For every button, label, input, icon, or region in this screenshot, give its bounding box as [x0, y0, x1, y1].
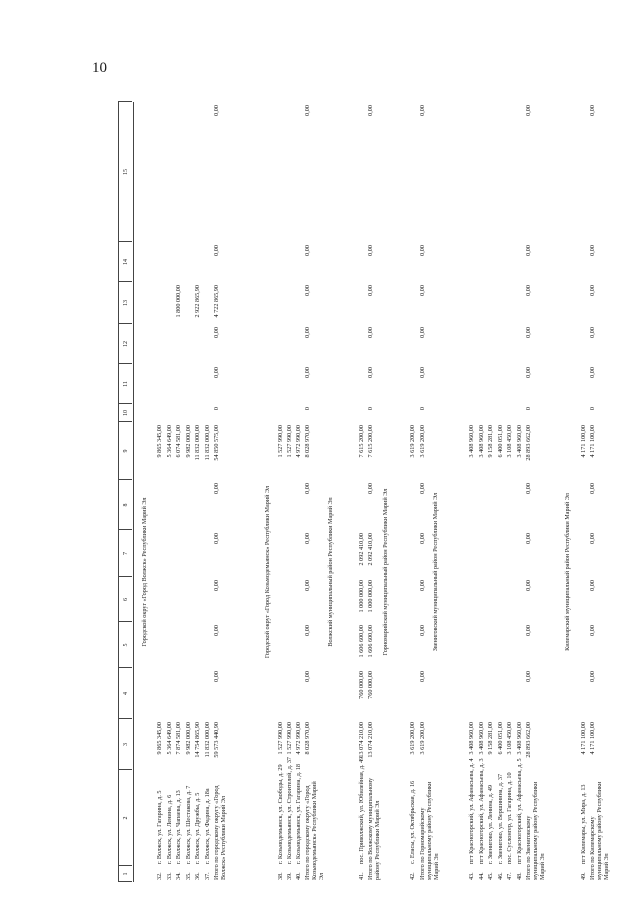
row-address: г. Волжск, ул. Дружбы, д. 5: [194, 792, 201, 864]
row-number: 37.: [203, 872, 211, 880]
row-value-col-9: 9 982 000,00: [184, 425, 192, 458]
header-divider: [118, 576, 132, 577]
row-value-col-9: 6 074 581,00: [175, 425, 182, 458]
total-value-col-11: 0,00: [213, 367, 220, 378]
row-value-col-9: 3 408 960,00: [477, 425, 485, 458]
total-value-col-8: 0,00: [525, 483, 532, 494]
section-title: Городской округ «Город Волжск» Республики Марий Эл: [141, 497, 148, 647]
total-value-col-12: 0,00: [419, 327, 426, 338]
total-value-col-7: 0,00: [419, 533, 426, 544]
total-value-col-15: 0,00: [419, 105, 426, 116]
row-value-col-9: 4 972 990,00: [295, 425, 302, 458]
header-divider: [118, 667, 132, 668]
total-value-col-15: 0,00: [367, 105, 374, 116]
row-address: г. Козьмодемьянск, ул. Строителей, д. 37: [286, 756, 293, 864]
total-value-col-6: 0,00: [304, 580, 311, 591]
row-value-col-3: 3 619 200,00: [409, 722, 416, 755]
header-col-11: 11: [118, 364, 134, 404]
row-value-col-9: 1 527 990,00: [286, 425, 293, 458]
section-total-label: Итого по Килемарскому муниципальному району Республики Марий Эл: [589, 781, 610, 880]
row-number: 33.: [165, 872, 173, 880]
total-value-col-12: 0,00: [525, 327, 532, 338]
header-divider: [118, 621, 132, 622]
row-value-col-6: 1 000 000,00: [358, 580, 365, 613]
row-value-col-3: 1 527 990,00: [286, 722, 293, 755]
row-value-col-9: 11 832 000,00: [203, 425, 211, 461]
total-value-col-3: 4 171 100,00: [589, 722, 596, 755]
row-address: пгт Красногорский, ул. Афанасьева, д. 3: [477, 758, 485, 864]
row-value-col-3: 14 754 865,90: [194, 722, 201, 758]
row-number: 48.: [515, 872, 523, 880]
total-value-col-11: 0,00: [525, 367, 532, 378]
total-value-col-10: 0: [525, 407, 532, 411]
row-address: г. Волжск, ул. Ленина, д. 6: [165, 794, 173, 864]
section-total-label: Итого по Звениговскому муниципальному району Республики Марий Эл: [525, 781, 546, 880]
total-value-col-7: 0,00: [304, 533, 311, 544]
row-value-col-9: 3 108 450,00: [506, 425, 513, 458]
header-divider: [118, 363, 132, 364]
header-col-13: 13: [118, 282, 134, 324]
total-value-col-15: 0,00: [213, 105, 220, 116]
row-value-col-9: 3 408 960,00: [468, 425, 475, 458]
section-title: Городской округ «Город Козьмодемьянск» Республики Марий Эл: [264, 485, 271, 659]
total-value-col-5: 0,00: [419, 625, 426, 636]
total-value-col-14: 0,00: [367, 245, 374, 256]
total-value-col-7: 0,00: [525, 533, 532, 544]
row-value-col-3: 4 972 990,00: [295, 722, 302, 755]
total-value-col-13: 0,00: [525, 285, 532, 296]
row-address: г. Волжск, ул. Чапаева, д. 13: [175, 790, 182, 864]
total-value-col-14: 0,00: [304, 245, 311, 256]
section-total-label: Итого по городскому округу «Город Волжск» Республики Марий Эл: [213, 785, 227, 880]
row-number: 42.: [409, 872, 416, 880]
header-divider: [118, 865, 132, 866]
row-address: г. Козьмодемьянск, ул. Свободы, д. 29: [277, 764, 284, 864]
row-number: 36.: [194, 872, 201, 880]
section-total-label: Итого по городскому округу «Город Козьмодемьянск» Республики Марий Эл: [304, 781, 325, 880]
row-number: 44.: [477, 872, 485, 880]
row-value-col-3: 9 982 000,00: [184, 722, 192, 755]
row-value-col-13: 2 922 865,90: [194, 285, 201, 318]
total-value-col-3: 28 893 662,00: [525, 722, 532, 758]
total-value-col-9: 3 619 200,00: [419, 425, 426, 458]
total-value-col-5: 0,00: [213, 625, 220, 636]
row-value-col-3: 9 158 281,00: [487, 722, 494, 755]
header-col-4: 4: [118, 668, 134, 719]
budget-table: [118, 62, 610, 882]
row-value-col-3: 3 108 450,00: [506, 722, 513, 755]
total-value-col-5: 0,00: [304, 625, 311, 636]
total-value-col-12: 0,00: [367, 327, 374, 338]
total-value-col-11: 0,00: [367, 367, 374, 378]
row-number: 41.: [358, 872, 365, 880]
total-value-col-9: 7 615 200,00: [367, 425, 374, 458]
row-value-col-9: 6 400 051,00: [496, 425, 504, 458]
total-value-col-10: 0: [419, 407, 426, 411]
total-value-col-7: 0,00: [589, 533, 596, 544]
row-value-col-9: 3 408 960,00: [515, 425, 523, 458]
row-value-col-9: 7 615 200,00: [358, 425, 365, 458]
total-value-col-4: 0,00: [304, 671, 311, 682]
row-value-col-3: 3 408 960,00: [515, 722, 523, 755]
header-divider: [118, 323, 132, 324]
total-value-col-13: 4 722 865,90: [213, 285, 220, 318]
total-value-col-12: 0,00: [589, 327, 596, 338]
header-col-9: 9: [118, 422, 134, 480]
header-divider: [118, 281, 132, 282]
total-value-col-3: 13 074 210,00: [367, 722, 374, 758]
total-value-col-4: 0,00: [525, 671, 532, 682]
total-value-col-5: 0,00: [525, 625, 532, 636]
row-number: 38.: [277, 872, 284, 880]
row-value-col-9: 9 158 281,00: [487, 425, 494, 458]
header-col-2: 2: [118, 770, 134, 866]
total-value-col-8: 0,00: [213, 483, 220, 494]
total-value-col-6: 1 000 000,00: [367, 580, 374, 613]
row-address: пгт Красногорский, ул. Афанасьева, д. 5: [515, 758, 523, 864]
row-address: г. Волжск, ул. Шестакова, д. 7: [184, 785, 192, 864]
header-col-1: 1: [118, 866, 134, 882]
total-value-col-10: 0: [304, 407, 311, 411]
total-value-col-3: 8 028 970,00: [304, 722, 311, 755]
total-value-col-14: 0,00: [213, 245, 220, 256]
row-value-col-4: 760 000,00: [358, 671, 365, 699]
row-value-col-9: 5 364 649,00: [165, 425, 173, 458]
row-value-col-3: 7 874 581,00: [175, 722, 182, 755]
header-col-6: 6: [118, 577, 134, 622]
row-address: пос. Суслонгер, ул. Гагарина, д. 10: [506, 772, 513, 864]
header-col-15: 15: [118, 102, 134, 242]
header-divider: [118, 101, 132, 102]
total-value-col-4: 0,00: [589, 671, 596, 682]
total-value-col-14: 0,00: [589, 245, 596, 256]
section-total-label: Итого по Горномарийскому муниципальному району Республики Марий Эл: [419, 781, 440, 880]
row-number: 40.: [295, 872, 302, 880]
row-address: г. Волжск, ул. Фадина, д. 18а: [203, 788, 211, 864]
row-value-col-3: 5 364 649,00: [165, 722, 173, 755]
header-divider: [118, 769, 132, 770]
total-value-col-11: 0,00: [419, 367, 426, 378]
row-value-col-3: 11 832 000,00: [203, 722, 211, 758]
total-value-col-9: 54 850 575,00: [213, 425, 220, 461]
row-number: 39.: [286, 872, 293, 880]
total-value-col-3: 3 619 200,00: [419, 722, 426, 755]
total-value-col-13: 0,00: [304, 285, 311, 296]
row-number: 35.: [184, 872, 192, 880]
total-value-col-13: 0,00: [367, 285, 374, 296]
total-value-col-13: 0,00: [419, 285, 426, 296]
row-address: пгт Красногорский, ул. Афанасьева, д. 4: [468, 758, 475, 864]
header-col-12: 12: [118, 324, 134, 364]
total-value-col-9: 4 171 100,00: [589, 425, 596, 458]
total-value-col-10: 0: [589, 407, 596, 411]
row-value-col-3: 3 408 960,00: [468, 722, 475, 755]
row-address: г. Звенигово, ул. Ленина, д. 49: [487, 785, 494, 864]
row-value-col-3: 4 171 100,00: [580, 722, 587, 755]
row-address: пгт Килемары, ул. Мира, д. 13: [580, 784, 587, 864]
section-title: Килемарский муниципальный район Республики Марий Эл: [564, 493, 571, 651]
row-value-col-3: 13 074 210,00: [358, 722, 365, 758]
row-address: г. Звенигово, ул. Вершинина, д. 37: [496, 773, 504, 864]
total-value-col-3: 59 573 440,90: [213, 722, 220, 758]
total-value-col-8: 0,00: [367, 483, 374, 494]
row-value-col-5: 1 606 600,00: [358, 625, 365, 658]
row-address: с. Еласы, ул. Октябрьская, д. 16: [409, 780, 416, 864]
total-value-col-5: 0,00: [589, 625, 596, 636]
total-value-col-15: 0,00: [304, 105, 311, 116]
row-number: 47.: [506, 872, 513, 880]
total-value-col-9: 28 893 662,00: [525, 425, 532, 461]
header-divider: [118, 718, 132, 719]
row-value-col-9: 3 619 200,00: [409, 425, 416, 458]
row-number: 32.: [156, 872, 163, 880]
row-address: пос. Приволжский, ул. Юбилейная, д. 49: [358, 756, 365, 864]
section-title: Звениговский муниципальный район Республики Марий Эл: [432, 492, 439, 652]
row-value-col-13: 1 800 000,00: [175, 285, 182, 318]
header-col-10: 10: [118, 404, 134, 422]
header-col-3: 3: [118, 719, 134, 770]
total-value-col-6: 0,00: [213, 580, 220, 591]
row-value-col-3: 1 527 990,00: [277, 722, 284, 755]
total-value-col-11: 0,00: [589, 367, 596, 378]
header-col-14: 14: [118, 242, 134, 282]
section-total-label: Итого по Волжскому муниципальному району Республики Марий Эл: [367, 777, 381, 880]
row-value-col-3: 6 400 051,00: [496, 722, 504, 755]
total-value-col-13: 0,00: [589, 285, 596, 296]
row-value-col-3: 9 865 345,00: [156, 722, 163, 755]
header-divider: [118, 421, 132, 422]
total-value-col-7: 2 092 410,00: [367, 533, 374, 566]
total-value-col-14: 0,00: [419, 245, 426, 256]
total-value-col-15: 0,00: [589, 105, 596, 116]
total-value-col-6: 0,00: [525, 580, 532, 591]
row-address: г. Волжск, ул. Гагарина, д. 5: [156, 790, 163, 864]
total-value-col-9: 8 028 970,00: [304, 425, 311, 458]
total-value-col-6: 0,00: [419, 580, 426, 591]
row-number: 49.: [580, 872, 587, 880]
row-value-col-7: 2 092 410,00: [358, 533, 365, 566]
header-col-5: 5: [118, 622, 134, 668]
total-value-col-12: 0,00: [304, 327, 311, 338]
total-value-col-8: 0,00: [304, 483, 311, 494]
section-title: Волжский муниципальный район Республики Марий Эл: [327, 497, 334, 647]
header-divider: [118, 403, 132, 404]
header-col-8: 8: [118, 480, 134, 530]
total-value-col-14: 0,00: [525, 245, 532, 256]
total-value-col-12: 0,00: [213, 327, 220, 338]
total-value-col-5: 1 606 600,00: [367, 625, 374, 658]
page-number: 10: [92, 60, 107, 76]
header-divider: [118, 241, 132, 242]
total-value-col-15: 0,00: [525, 105, 532, 116]
row-value-col-9: 1 527 990,00: [277, 425, 284, 458]
section-title: Горномарийский муниципальный район Республики Марий Эл: [382, 488, 389, 656]
total-value-col-10: 0: [367, 407, 374, 411]
row-value-col-9: 9 865 345,00: [156, 425, 163, 458]
row-number: 46.: [496, 872, 504, 880]
row-value-col-3: 3 408 960,00: [477, 722, 485, 755]
total-value-col-10: 0: [213, 407, 220, 411]
row-number: 45.: [487, 872, 494, 880]
header-divider: [118, 881, 132, 882]
total-value-col-7: 0,00: [213, 533, 220, 544]
total-value-col-4: 760 000,00: [367, 671, 374, 699]
row-number: 34.: [175, 872, 182, 880]
total-value-col-11: 0,00: [304, 367, 311, 378]
total-value-col-6: 0,00: [589, 580, 596, 591]
total-value-col-4: 0,00: [213, 671, 220, 682]
header-col-7: 7: [118, 530, 134, 577]
row-value-col-9: 4 171 100,00: [580, 425, 587, 458]
total-value-col-8: 0,00: [419, 483, 426, 494]
row-number: 43.: [468, 872, 475, 880]
row-address: г. Козьмодемьянск, ул. Гагарина, д. 18: [295, 763, 302, 864]
total-value-col-8: 0,00: [589, 483, 596, 494]
header-divider: [118, 479, 132, 480]
row-value-col-9: 11 832 000,00: [194, 425, 201, 461]
total-value-col-4: 0,00: [419, 671, 426, 682]
header-divider: [118, 529, 132, 530]
